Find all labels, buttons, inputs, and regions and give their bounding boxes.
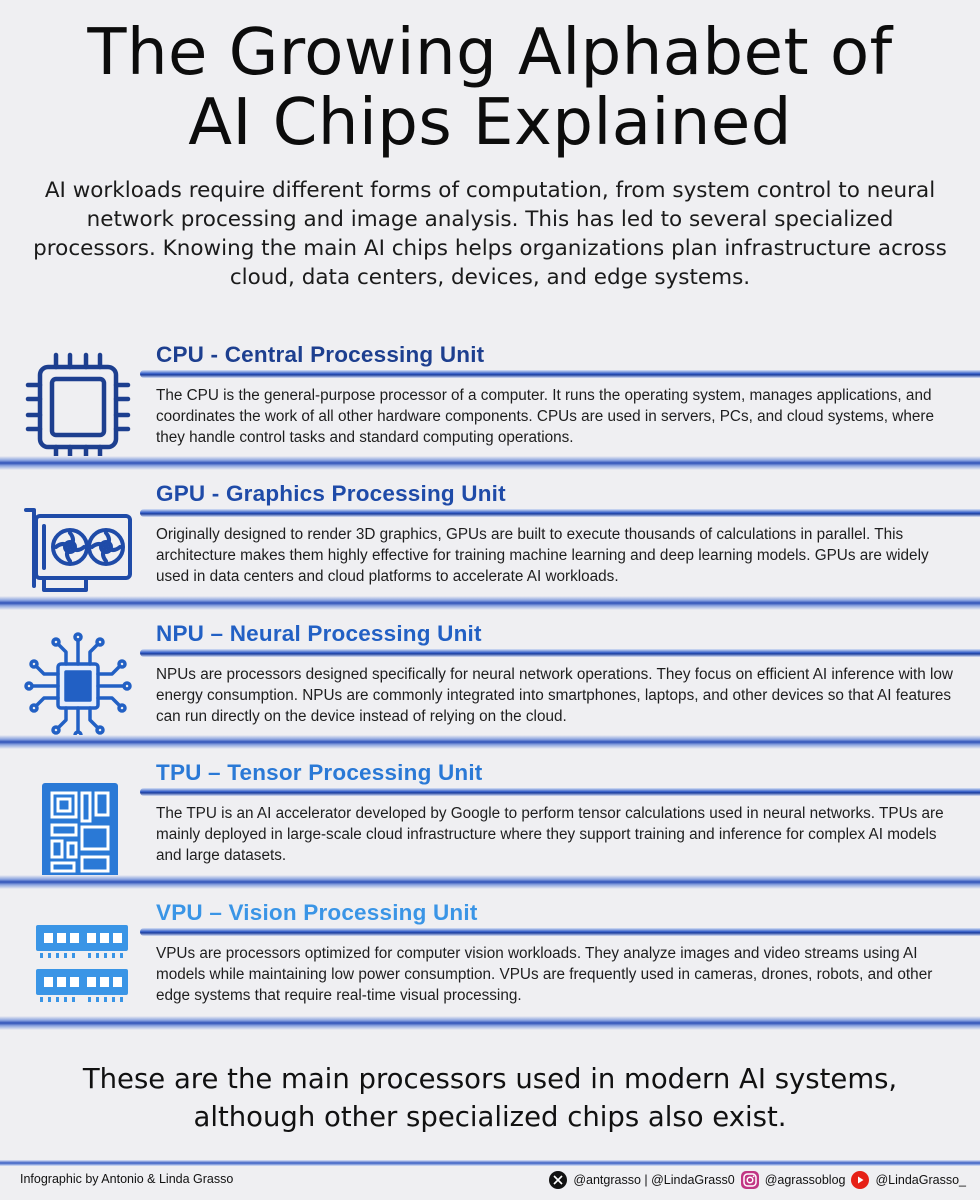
title-underline [140,928,980,936]
section-text: Originally designed to render 3D graphics, GPUs are built to execute thousands of calculations in parallel. This architecture makes them highly effective for training machine learning and deep learning models. GPUs are widely used in data centers and cloud platforms to accelerate AI workloads. [156,526,929,585]
cpu-chip-icon [22,351,134,463]
section-divider [0,875,980,889]
title-underline [140,649,980,657]
footer-divider [0,1160,980,1166]
title-line-1: The Growing Alphabet of [87,16,893,90]
section-title: VPU – Vision Processing Unit [156,900,478,925]
section-divider [0,596,980,610]
section-vpu [0,895,980,1035]
section-gpu [0,476,980,616]
section-divider [0,735,980,749]
graphics-card-icon [22,490,134,602]
x-logo-icon[interactable] [549,1171,567,1189]
title-underline [140,370,980,378]
instagram-icon[interactable] [741,1171,759,1189]
section-text: The TPU is an AI accelerator developed by Google to perform tensor calculations used in neural networks. TPUs are mainly deployed in large-scale cloud infrastructure where they support training and inference for complex AI models and large datasets. [156,805,944,864]
closing-statement [0,1060,980,1136]
memory-module-icon [22,909,134,1021]
social-links [549,1168,966,1192]
section-divider [0,456,980,470]
circuit-board-icon [22,769,134,881]
x-handles[interactable]: @antgrasso | @LindaGrass0 [573,1173,735,1187]
title-underline [140,509,980,517]
section-text: VPUs are processors optimized for computer vision workloads. They analyze images and video streams using AI models while maintaining low power consumption. VPUs are frequently used in cameras, drones, robots, and other edge systems that require real-time visual processing. [156,945,933,1004]
closing-line-2: although other specialized chips also exist. [193,1101,787,1133]
closing-line-1: These are the main processors used in modern AI systems, [82,1063,898,1095]
section-title: NPU – Neural Processing Unit [156,621,482,646]
section-title: GPU - Graphics Processing Unit [156,481,506,506]
section-tpu [0,755,980,895]
title-underline [140,788,980,796]
section-text: The CPU is the general-purpose processor of a computer. It runs the operating system, manages applications, and coordinates the work of all other hardware components. CPUs are used in servers, PCs, and cloud systems, where they handle control tasks and standard computing operations. [156,387,934,446]
page-title [0,18,980,158]
section-text: NPUs are processors designed specifically for neural network operations. They focus on efficient AI inference with low energy consumption. NPUs are commonly integrated into smartphones, laptops, and other devices so that AI features can run directly on the device instead of relying on the cloud. [156,666,953,725]
title-line-2: AI Chips Explained [188,86,792,160]
instagram-handle[interactable]: @agrassoblog [764,1173,846,1187]
youtube-icon[interactable] [851,1171,869,1189]
neural-chip-icon [22,630,134,742]
intro-paragraph: AI workloads require different forms of computation, from system control to neural network processing and image analysis. This has led to several specialized processors. Knowing the main AI chips helps organizations plan infrastructure across cloud, data centers, devices, and edge systems. [33,178,947,290]
section-title: CPU - Central Processing Unit [156,342,485,367]
footer-credit: Infographic by Antonio & Linda Grasso [20,1172,234,1186]
section-title: TPU – Tensor Processing Unit [156,760,483,785]
section-divider [0,1016,980,1030]
youtube-handle[interactable]: @LindaGrasso_ [875,1173,966,1187]
